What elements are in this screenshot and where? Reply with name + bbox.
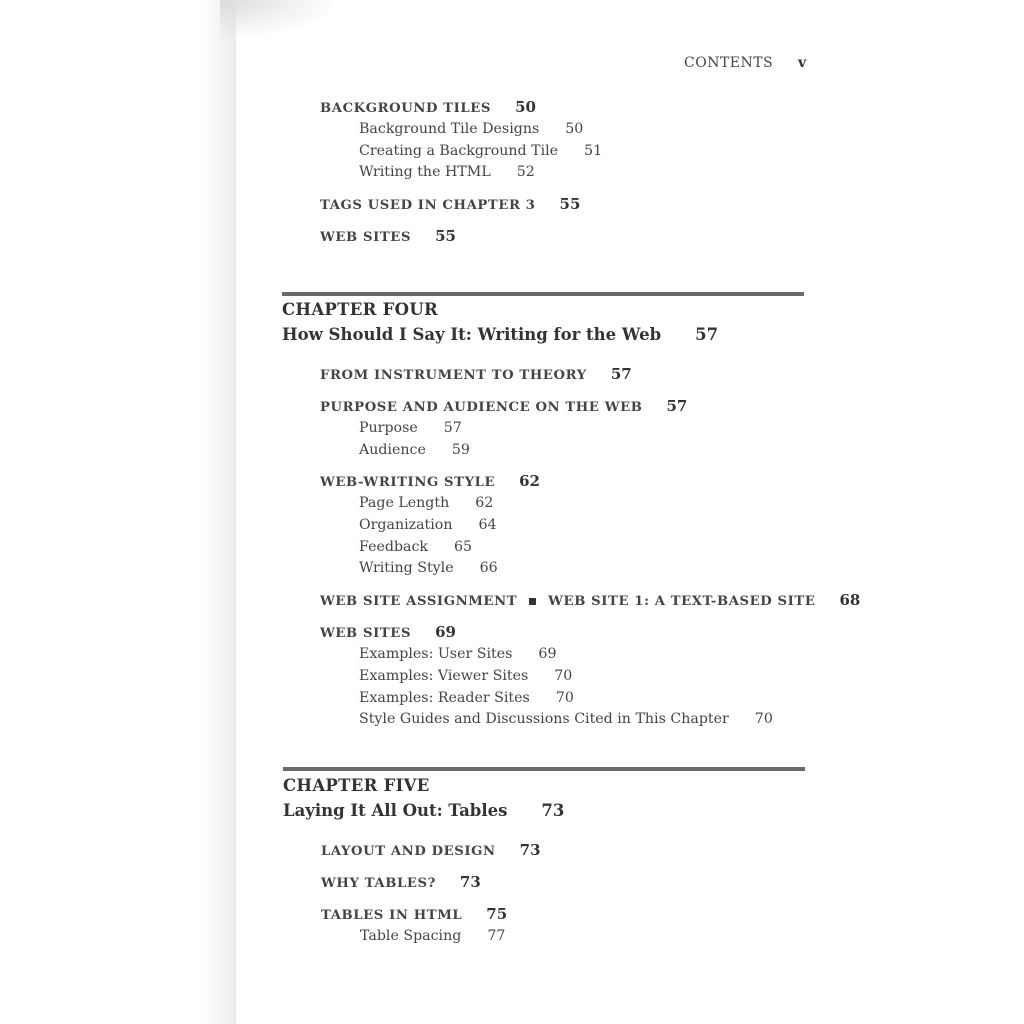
toc-section-title: WEB SITES [320,230,412,246]
toc-gap [320,580,860,588]
chapter-title [283,801,564,820]
toc-subsection-page: 51 [584,142,603,159]
toc-section-page: 75 [486,905,508,923]
toc-section-page: 50 [515,98,536,116]
toc-subsection-page: 70 [555,689,574,706]
toc-subsection-page: 77 [487,928,506,944]
toc-section-title: WEB-WRITING STYLE [320,475,496,491]
toc-gap [320,612,860,620]
toc-section-title: WEB SITE ASSIGNMENT [320,594,518,610]
toc-section-heading [321,838,541,862]
toc-section-title: PURPOSE AND AUDIENCE ON THE WEB [320,400,643,415]
toc-subsection-page: 66 [479,560,498,577]
toc-subsection-page: 57 [443,420,462,436]
toc-subsection [320,418,860,440]
toc-subsection-title: Style Guides and Discussions Cited in This Chapter [359,711,729,728]
toc-section-heading [320,588,860,612]
chapter-label: CHAPTER FIVE [283,776,430,795]
toc-section-title: WHY TABLES? [321,876,436,891]
toc-subsection-page: 52 [516,164,535,181]
toc-section-heading [320,192,602,216]
toc-gap [320,216,602,224]
toc-subsection-title: Page Length [359,495,450,512]
toc-section-page: 55 [559,195,581,214]
toc-section-page: 73 [459,873,481,891]
toc-subsection [320,644,860,666]
toc-section-heading [320,95,602,119]
toc-subsection-page: 59 [451,441,470,458]
toc-section-page: 69 [435,623,456,642]
toc-subsection-title: Purpose [359,420,418,436]
toc-subsection-title: Creating a Background Tile [359,142,559,159]
toc-subsection [320,440,860,462]
toc-section-heading [320,469,860,493]
toc-subsection-title: Background Tile Designs [359,121,540,137]
toc-subsection-page: 70 [554,667,573,684]
toc-subsection [320,558,860,580]
toc-subsection-page: 69 [538,646,557,663]
toc-subsection-title: Table Spacing [360,928,462,944]
square-bullet-icon [529,598,536,605]
toc-section-page: 62 [519,472,540,491]
toc-section-heading [320,394,860,418]
toc-subsection-page: 65 [454,538,473,555]
toc-section-page: 73 [519,841,541,859]
toc-subsection [320,666,860,688]
toc-subsection-page: 62 [475,495,494,512]
toc-subsection-title: Audience [359,441,426,458]
toc-subsection-title: Organization [359,517,453,534]
toc-section-title: WEB SITES [320,626,412,642]
toc-section-page: 55 [435,227,456,246]
toc-subsection-page: 50 [565,121,584,137]
toc-section-page: 57 [666,397,688,415]
toc-subsection-page: 64 [478,517,497,534]
toc-subsection [320,515,860,537]
toc-subsection-title: Examples: Reader Sites [359,689,530,706]
toc-section-page: 57 [610,365,632,383]
toc-subsection [320,493,860,515]
toc-subsection [321,926,541,948]
toc-subsection-page: 70 [754,711,773,728]
toc-section-page: 68 [839,591,861,610]
toc-section-title: LAYOUT AND DESIGN [321,844,496,859]
toc-section-title: TAGS USED IN CHAPTER 3 [320,198,536,214]
toc-subsection [320,119,602,141]
chapter-title-page: 73 [541,801,565,820]
toc-subsection [320,162,602,184]
toc-subsection-title: Writing the HTML [359,164,491,181]
toc-section-heading [320,362,860,386]
chapter-title-text: Laying It All Out: Tables [283,801,508,820]
chapter-rule [282,292,804,296]
chapter-label: CHAPTER FOUR [282,300,439,319]
toc-gap [321,862,541,870]
toc-section-heading [321,902,541,926]
toc-section-heading [320,224,602,248]
toc-subsection-title: Examples: User Sites [359,646,513,663]
toc-subsection-title: Writing Style [359,560,454,577]
toc-subsection [320,688,860,710]
toc-gap [321,894,541,902]
toc-section-title: TABLES IN HTML [321,908,463,923]
toc-section-title-2: WEB SITE 1: A TEXT-BASED SITE [548,594,816,610]
chapter-title-page: 57 [695,325,719,344]
toc-section-heading [320,620,860,644]
toc-gap [320,461,860,469]
toc-section-title: FROM INSTRUMENT TO THEORY [320,368,587,383]
toc-subsection-title: Feedback [359,538,429,555]
chapter-rule [283,767,805,771]
toc-section-heading [321,870,541,894]
chapter-title [282,325,718,344]
toc-subsection [320,537,860,559]
toc-gap [320,386,860,394]
toc-gap [320,184,602,192]
toc-block-chapter3-tail [320,95,602,248]
toc-block-chapter5 [321,838,541,948]
toc-subsection [320,141,602,163]
chapter-title-text: How Should I Say It: Writing for the Web [282,325,662,344]
toc-section-title: BACKGROUND TILES [320,101,492,116]
running-head: CONTENTS [684,55,774,71]
toc-subsection-title: Examples: Viewer Sites [359,667,529,684]
toc-block-chapter4 [320,362,860,731]
toc-subsection [320,709,860,731]
running-head-page: v [798,55,807,71]
